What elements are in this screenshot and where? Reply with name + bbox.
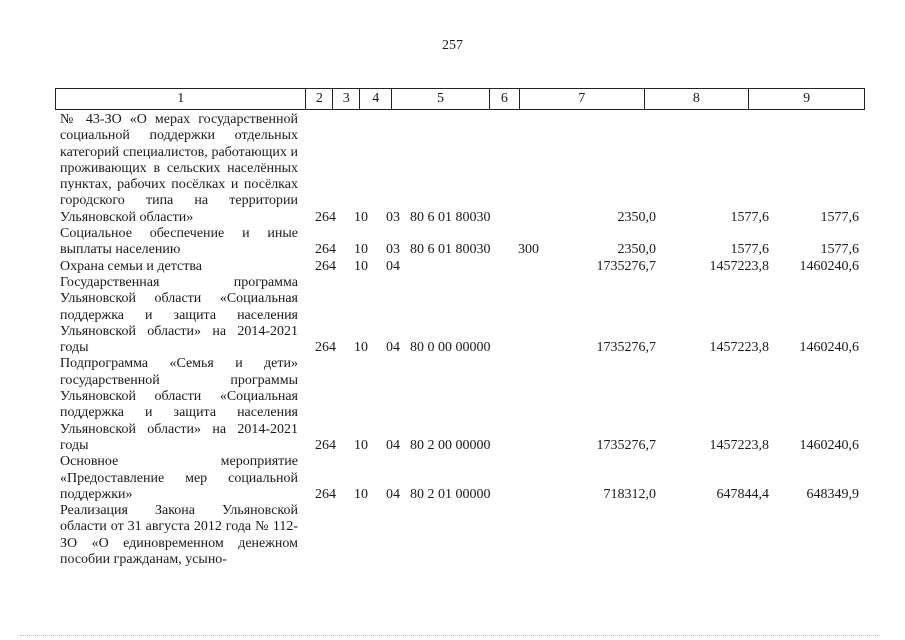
header-col-3: 3: [333, 89, 360, 109]
cell-c5: 80 2 00 00000: [410, 437, 491, 453]
cell-c2: 264: [315, 486, 336, 502]
cell-c9: 1577,6: [820, 209, 859, 225]
cell-c3: 10: [354, 437, 368, 453]
table-row: [60, 356, 860, 454]
table-header: [55, 88, 865, 110]
cell-c9: 1460240,6: [799, 258, 859, 274]
table-row: [60, 503, 860, 568]
row-description: Государственная программа Ульяновской области «Социальная поддержка и защита населения Ульяновской области» на 2014-2021 годы: [60, 274, 298, 356]
cell-c2: 264: [315, 258, 336, 274]
cell-c4: 04: [386, 437, 400, 453]
header-col-4: 4: [360, 89, 392, 109]
table-body: [60, 112, 860, 568]
header-col-9: 9: [803, 91, 811, 106]
cell-c4: 04: [386, 486, 400, 502]
cell-c8: 1457223,8: [709, 340, 769, 356]
header-col-7: 7: [520, 89, 645, 109]
cell-c2: 264: [315, 437, 336, 453]
table-row: [60, 454, 860, 503]
cell-c7: 2350,0: [617, 209, 656, 225]
row-description: № 43-ЗО «О мерах государственной социальной поддержки отдельных категорий специалистов, работающих и проживающих в сельских населённых пунктах, рабочих посёлках и посёлках городского типа на территории Ульяновской области»: [60, 112, 298, 225]
cell-c4: 03: [386, 242, 400, 258]
row-description: Основное мероприятие «Предоставление мер социальной поддержки»: [60, 454, 298, 502]
cell-c8: 1457223,8: [709, 437, 769, 453]
row-description: Подпрограмма «Семья и дети» государственной программы Ульяновской области «Социальная поддержка и защита населения Ульяновской области» на 2014-2021 годы: [60, 356, 298, 453]
table-row: [60, 275, 860, 356]
cell-c9: 1460240,6: [799, 340, 859, 356]
cell-c2: 264: [315, 242, 336, 258]
header-col-8: 8: [645, 89, 750, 109]
page-bottom-edge: [20, 635, 880, 636]
header-col-6: 6: [490, 89, 520, 109]
cell-c8: 1577,6: [730, 209, 769, 225]
cell-c3: 10: [354, 486, 368, 502]
header-col-2: 2: [306, 89, 333, 109]
cell-c4: 03: [386, 209, 400, 225]
row-description: Социальное обеспечение и иные выплаты населению: [60, 226, 298, 258]
cell-c4: 04: [386, 340, 400, 356]
cell-c9: 648349,9: [806, 486, 859, 502]
cell-c5: 80 6 01 80030: [410, 242, 491, 258]
table-row: [60, 112, 860, 226]
cell-c3: 10: [354, 242, 368, 258]
cell-c2: 264: [315, 340, 336, 356]
cell-c6: 300: [518, 242, 539, 258]
cell-c7: 1735276,7: [596, 258, 656, 274]
cell-c7: 2350,0: [617, 242, 656, 258]
cell-c7: 1735276,7: [596, 437, 656, 453]
cell-c3: 10: [354, 340, 368, 356]
cell-c7: 1735276,7: [596, 340, 656, 356]
cell-c2: 264: [315, 209, 336, 225]
row-description: Реализация Закона Ульяновской области от 31 августа 2012 года № 112-ЗО «О единовременном денежном пособии гражданам, усыно-: [60, 503, 298, 568]
table-row: [60, 226, 860, 259]
cell-c4: 04: [386, 258, 400, 274]
cell-c9: 1577,6: [820, 242, 859, 258]
cell-c8: 1577,6: [730, 242, 769, 258]
cell-c3: 10: [354, 258, 368, 274]
cell-c8: 1457223,8: [709, 258, 769, 274]
cell-c5: 80 0 00 00000: [410, 340, 491, 356]
cell-c5: 80 6 01 80030: [410, 209, 491, 225]
header-col-5: 5: [392, 89, 490, 109]
cell-c5: 80 2 01 00000: [410, 486, 491, 502]
row-description: Охрана семьи и детства: [60, 258, 202, 274]
cell-c8: 647844,4: [716, 486, 769, 502]
header-col-1: 1: [56, 89, 306, 109]
cell-c9: 1460240,6: [799, 437, 859, 453]
cell-c3: 10: [354, 209, 368, 225]
page-number: 257: [442, 38, 463, 53]
cell-c7: 718312,0: [603, 486, 656, 502]
table-row: [60, 259, 860, 275]
